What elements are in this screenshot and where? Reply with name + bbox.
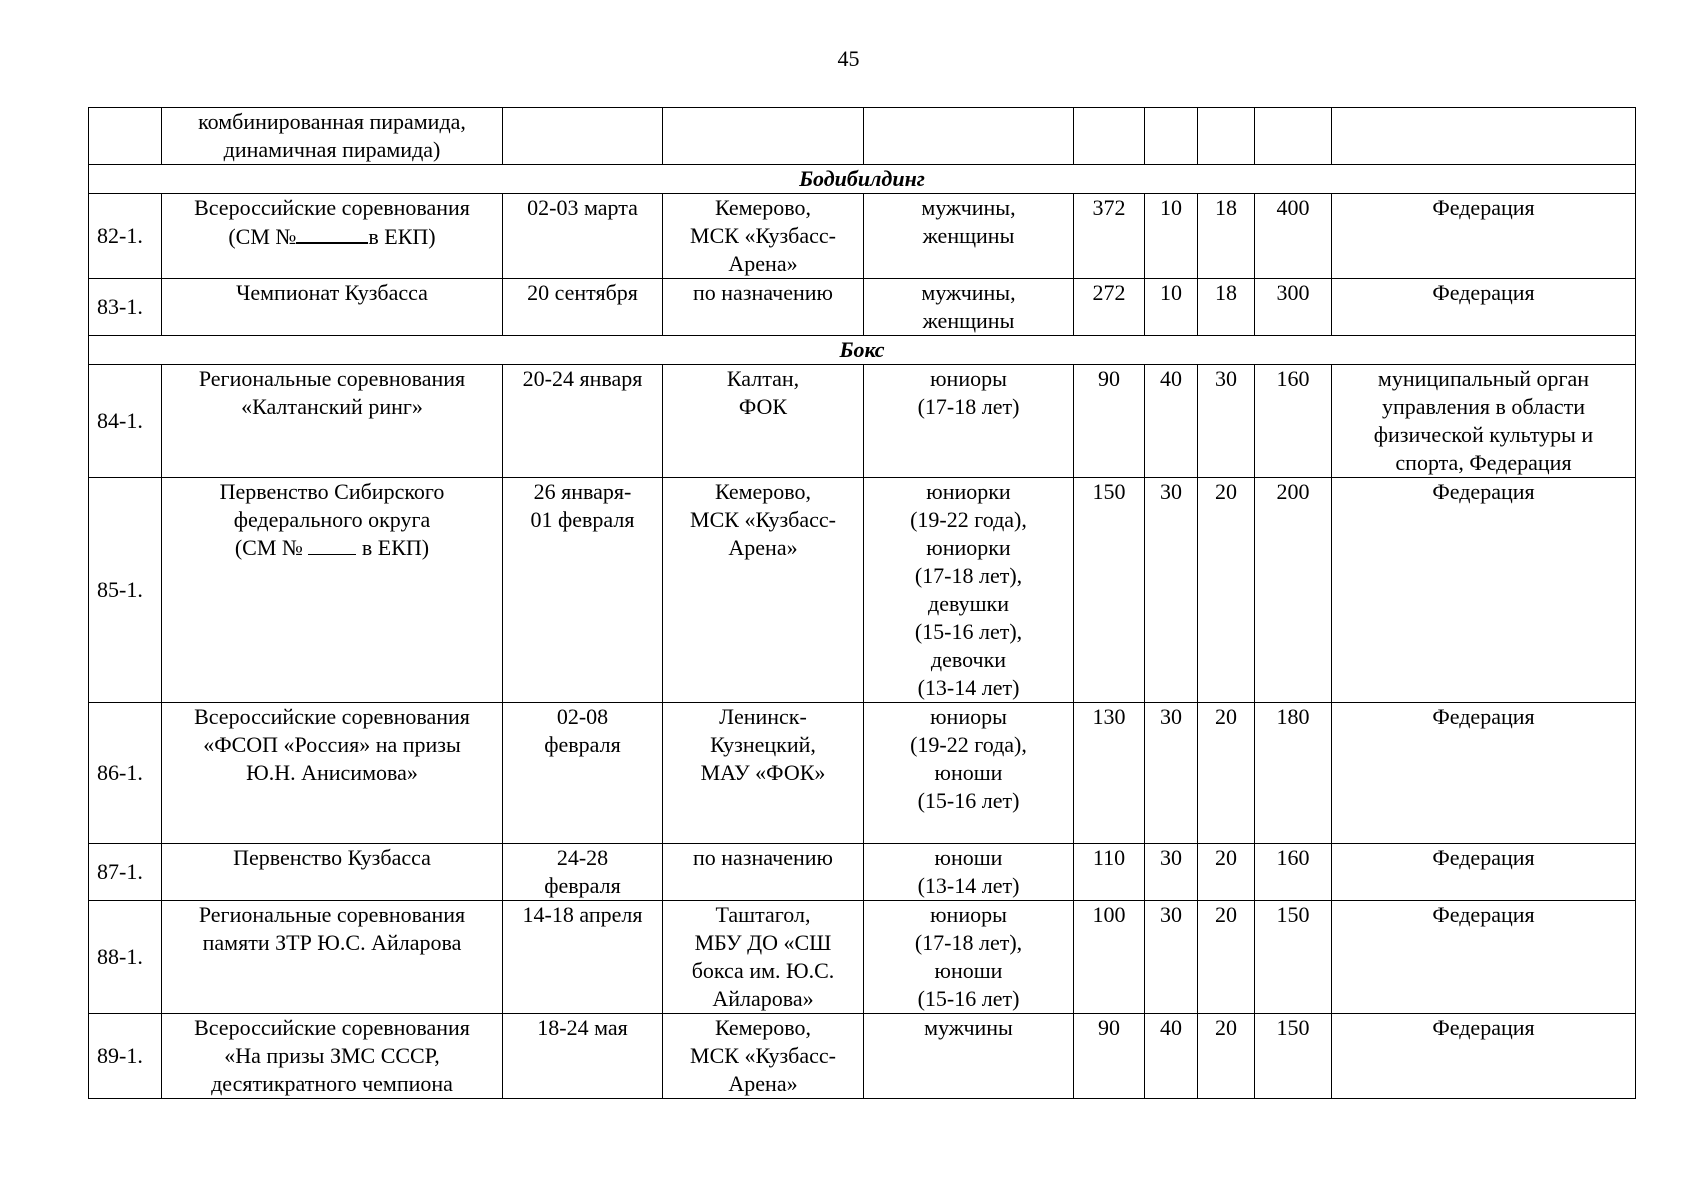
row-number-cell (89, 108, 162, 165)
dates-cell: 02-08 февраля (503, 703, 663, 844)
count-cell: 20 (1198, 478, 1255, 703)
place-cell: по назначению (663, 279, 864, 336)
dates-cell: 24-28 февраля (503, 844, 663, 901)
row-number: 83-1. (89, 279, 162, 336)
place-cell: Кемерово, МСК «Кузбасс- Арена» (663, 478, 864, 703)
table-row (89, 844, 1636, 901)
count-cell: 30 (1145, 478, 1198, 703)
participants-cell: юниоры (17-18 лет), юноши (15-16 лет) (864, 901, 1074, 1014)
count-cell: 90 (1074, 1014, 1145, 1099)
event-name-cell (162, 194, 503, 279)
blank-number-line (308, 534, 356, 555)
count-cell: 200 (1255, 478, 1332, 703)
organizer-cell: Федерация (1332, 279, 1636, 336)
event-name-cell (162, 478, 503, 703)
count-cell: 272 (1074, 279, 1145, 336)
event-name-cell: Региональные соревнования «Калтанский ринг» (162, 365, 503, 478)
event-name-cell: комбинированная пирамида, динамичная пирамида) (162, 108, 503, 165)
participants-cell: мужчины, женщины (864, 194, 1074, 279)
table-row (89, 478, 1636, 703)
table-row (89, 108, 1636, 165)
place-cell (663, 108, 864, 165)
event-name-cell: Всероссийские соревнования «На призы ЗМС СССР, десятикратного чемпиона (162, 1014, 503, 1099)
count-cell: 100 (1074, 901, 1145, 1014)
participants-cell: юниорки (19-22 года), юниорки (17-18 лет), девушки (15-16 лет), девочки (13-14 лет) (864, 478, 1074, 703)
table-row (89, 194, 1636, 279)
count-cell: 10 (1145, 279, 1198, 336)
count-cell: 150 (1255, 1014, 1332, 1099)
count-cell: 150 (1074, 478, 1145, 703)
row-number: 86-1. (89, 703, 162, 844)
section-header-row (89, 165, 1636, 194)
count-cell: 20 (1198, 1014, 1255, 1099)
row-number: 85-1. (89, 478, 162, 703)
dates-cell (503, 108, 663, 165)
row-number: 87-1. (89, 844, 162, 901)
count-cell: 20 (1198, 901, 1255, 1014)
dates-cell: 02-03 марта (503, 194, 663, 279)
count-cell: 150 (1255, 901, 1332, 1014)
count-cell: 160 (1255, 844, 1332, 901)
participants-cell: юниоры (17-18 лет) (864, 365, 1074, 478)
section-header-row (89, 336, 1636, 365)
count-cell: 160 (1255, 365, 1332, 478)
organizer-cell: Федерация (1332, 1014, 1636, 1099)
organizer-cell: Федерация (1332, 194, 1636, 279)
organizer-cell: муниципальный орган управления в области физической культуры и спорта, Федерация (1332, 365, 1636, 478)
row-number: 88-1. (89, 901, 162, 1014)
organizer-cell: Федерация (1332, 703, 1636, 844)
count-cell: 18 (1198, 279, 1255, 336)
event-name: Всероссийские соревнования (СМ № (194, 195, 470, 249)
count-cell (1145, 108, 1198, 165)
event-name-cell: Первенство Кузбасса (162, 844, 503, 901)
participants-cell (864, 108, 1074, 165)
place-cell: Кемерово, МСК «Кузбасс- Арена» (663, 194, 864, 279)
count-cell (1255, 108, 1332, 165)
participants-cell: юниоры (19-22 года), юноши (15-16 лет) (864, 703, 1074, 844)
count-cell: 300 (1255, 279, 1332, 336)
section-title: Бодибилдинг (89, 165, 1636, 194)
organizer-cell: Федерация (1332, 901, 1636, 1014)
count-cell: 40 (1145, 1014, 1198, 1099)
row-number: 89-1. (89, 1014, 162, 1099)
participants-cell: юноши (13-14 лет) (864, 844, 1074, 901)
count-cell: 372 (1074, 194, 1145, 279)
count-cell: 10 (1145, 194, 1198, 279)
place-cell: Калтан, ФОК (663, 365, 864, 478)
event-name-cell: Чемпионат Кузбасса (162, 279, 503, 336)
participants-cell: мужчины, женщины (864, 279, 1074, 336)
event-name-suffix: в ЕКП) (368, 224, 436, 249)
count-cell: 180 (1255, 703, 1332, 844)
blank-number-line (296, 222, 368, 244)
count-cell: 30 (1145, 844, 1198, 901)
count-cell: 30 (1145, 901, 1198, 1014)
count-cell: 30 (1198, 365, 1255, 478)
dates-cell: 20-24 января (503, 365, 663, 478)
section-title: Бокс (89, 336, 1636, 365)
count-cell: 110 (1074, 844, 1145, 901)
dates-cell: 14-18 апреля (503, 901, 663, 1014)
dates-cell: 26 января- 01 февраля (503, 478, 663, 703)
place-cell: Таштагол, МБУ ДО «СШ бокса им. Ю.С. Айларова» (663, 901, 864, 1014)
place-cell: Кемерово, МСК «Кузбасс- Арена» (663, 1014, 864, 1099)
place-cell: по назначению (663, 844, 864, 901)
dates-cell: 18-24 мая (503, 1014, 663, 1099)
count-cell: 20 (1198, 703, 1255, 844)
count-cell: 40 (1145, 365, 1198, 478)
participants-cell: мужчины (864, 1014, 1074, 1099)
organizer-cell: Федерация (1332, 478, 1636, 703)
count-cell: 400 (1255, 194, 1332, 279)
count-cell: 30 (1145, 703, 1198, 844)
dates-cell: 20 сентября (503, 279, 663, 336)
row-number: 84-1. (89, 365, 162, 478)
count-cell: 20 (1198, 844, 1255, 901)
event-name-cell: Всероссийские соревнования «ФСОП «Россия» на призы Ю.Н. Анисимова» (162, 703, 503, 844)
table-row (89, 365, 1636, 478)
page-number: 45 (837, 46, 860, 71)
table-row (89, 703, 1636, 844)
table-row (89, 901, 1636, 1014)
count-cell (1074, 108, 1145, 165)
count-cell: 130 (1074, 703, 1145, 844)
place-cell: Ленинск- Кузнецкий, МАУ «ФОК» (663, 703, 864, 844)
events-table (88, 107, 1636, 1099)
organizer-cell (1332, 108, 1636, 165)
count-cell: 18 (1198, 194, 1255, 279)
table-row (89, 279, 1636, 336)
count-cell (1198, 108, 1255, 165)
organizer-cell: Федерация (1332, 844, 1636, 901)
count-cell: 90 (1074, 365, 1145, 478)
event-name-cell: Региональные соревнования памяти ЗТР Ю.С. Айларова (162, 901, 503, 1014)
row-number: 82-1. (89, 194, 162, 279)
event-name: Первенство Сибирского федерального округа (СМ № (219, 479, 445, 560)
event-name-suffix: в ЕКП) (356, 535, 430, 560)
table-row (89, 1014, 1636, 1099)
